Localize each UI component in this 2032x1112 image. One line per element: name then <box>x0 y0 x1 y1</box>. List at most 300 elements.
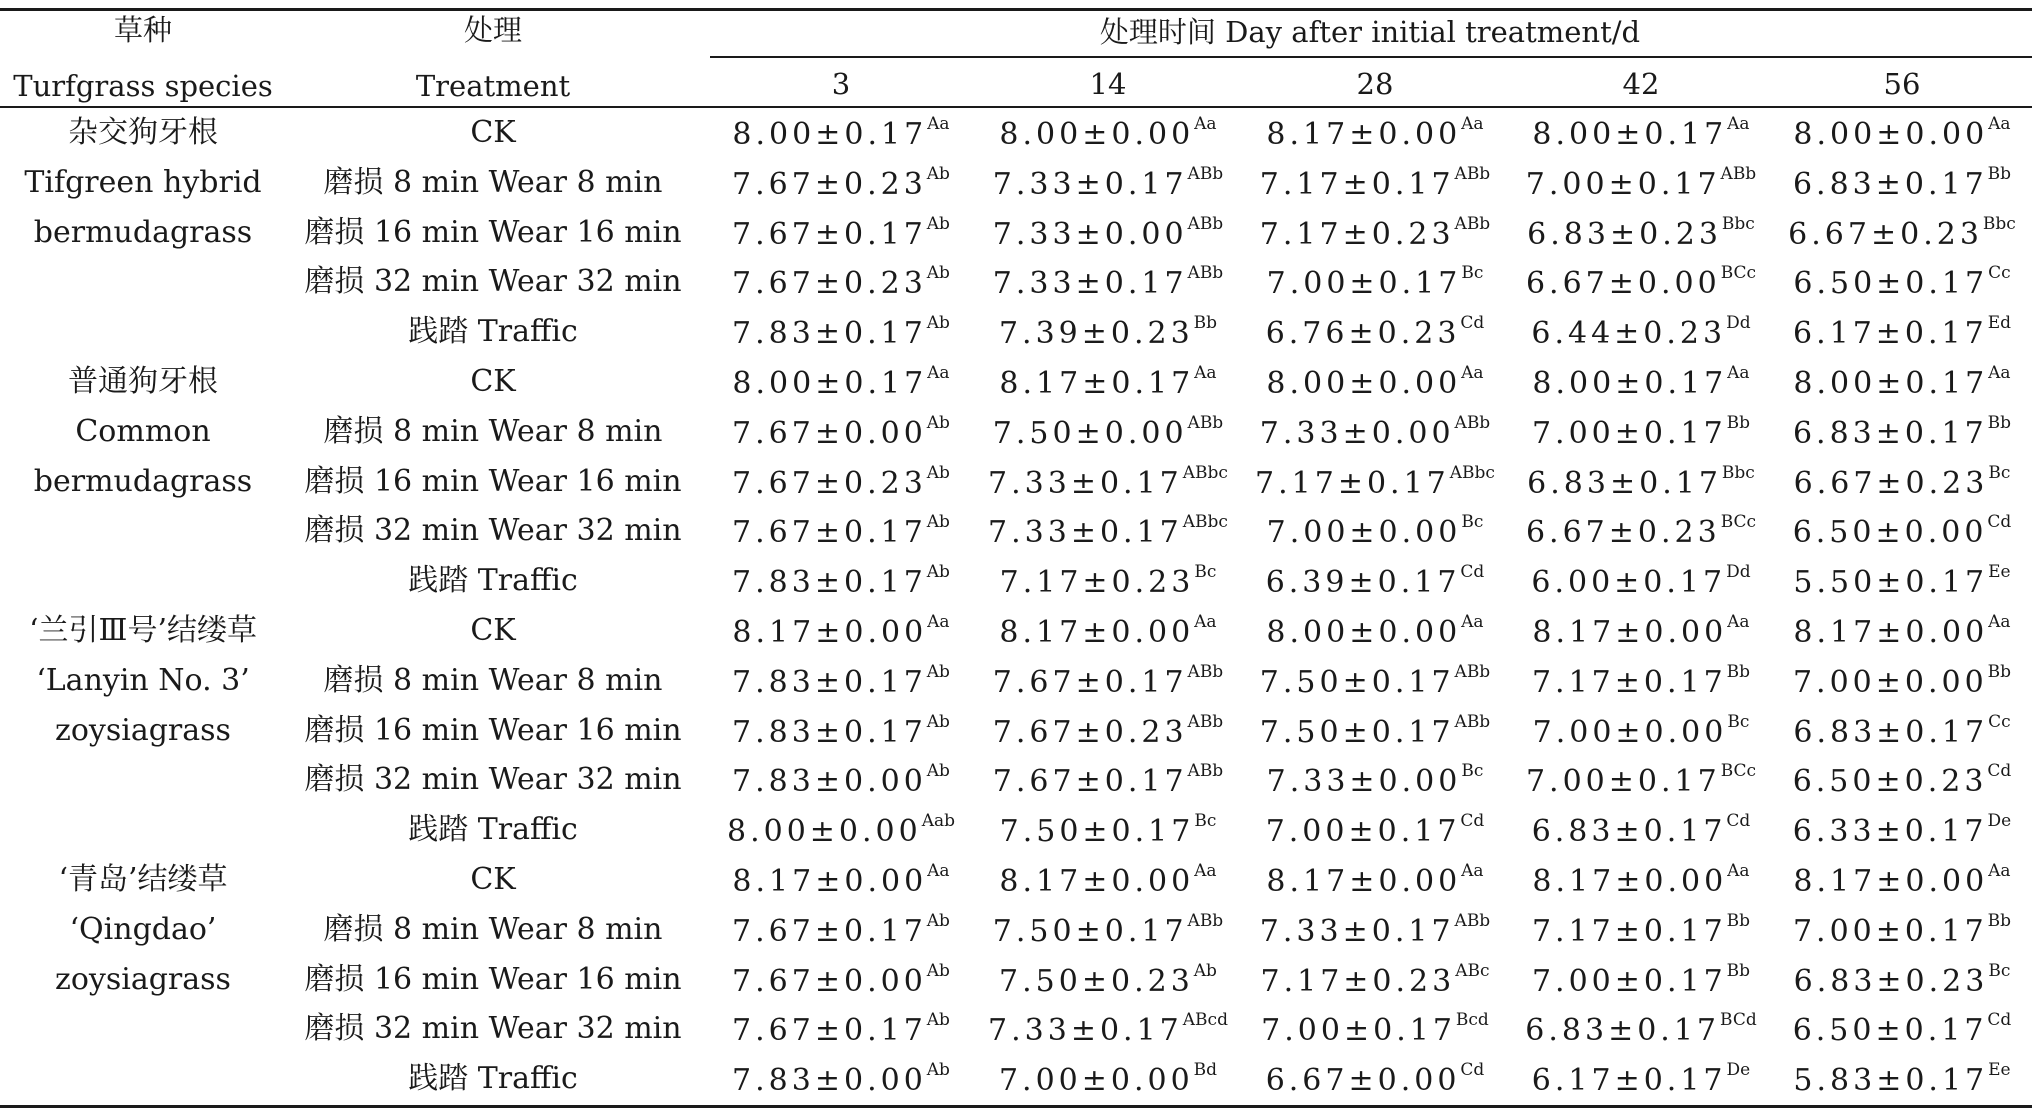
value-cell <box>1531 910 1751 949</box>
value-mean-sd: 7.83±0.17 <box>732 565 927 601</box>
value-cell <box>732 313 950 352</box>
value-cell <box>1531 313 1751 352</box>
value-mean-sd: 6.50±0.00 <box>1792 515 1988 551</box>
significance-letters: Aa <box>927 612 950 632</box>
value-cell <box>998 1060 1218 1099</box>
value-cell <box>992 761 1224 800</box>
species-label-line: zoysiagrass <box>55 712 231 748</box>
value-cell <box>732 1060 950 1099</box>
significance-letters: Bbc <box>1721 213 1755 234</box>
value-mean-sd: 6.50±0.17 <box>1792 1013 1988 1049</box>
header-day-28: 28 <box>1356 67 1394 101</box>
value-mean-sd: 8.00±0.00 <box>1793 117 1989 152</box>
significance-letters: Bc <box>1461 761 1484 782</box>
bottom-rule <box>0 1105 2032 1108</box>
significance-letters: Cd <box>1460 1060 1485 1081</box>
value-cell <box>1259 711 1491 750</box>
value-cell <box>1792 761 2012 800</box>
value-mean-sd: 7.00±0.17 <box>1531 415 1727 451</box>
significance-letters: ABb <box>1187 711 1224 732</box>
significance-letters: BCd <box>1720 1010 1757 1031</box>
species-label-line: ‘青岛’结缕草 <box>58 862 228 897</box>
value-cell <box>1793 1060 2011 1099</box>
value-mean-sd: 7.67±0.17 <box>992 664 1188 700</box>
value-mean-sd: 7.67±0.17 <box>732 216 927 252</box>
species-label-line: ‘Qingdao’ <box>69 911 217 947</box>
significance-letters: Ee <box>1988 562 2011 583</box>
value-cell <box>1527 213 1755 252</box>
significance-letters: Bc <box>1727 711 1750 732</box>
significance-letters: Aa <box>1727 363 1750 383</box>
treatment-label: CK <box>470 613 516 648</box>
value-mean-sd: 7.17±0.17 <box>1255 465 1450 501</box>
significance-letters: Ab <box>926 462 950 483</box>
significance-letters: ABb <box>1454 661 1491 682</box>
significance-letters: Cd <box>1460 313 1485 334</box>
value-mean-sd: 7.00±0.17 <box>1531 963 1727 999</box>
significance-letters: ABb <box>1454 711 1491 732</box>
treatment-label: 磨损 8 min Wear 8 min <box>323 662 663 698</box>
value-mean-sd: 6.39±0.17 <box>1265 565 1461 601</box>
value-cell <box>992 661 1224 700</box>
value-cell <box>1793 462 2011 501</box>
value-cell <box>1793 861 2011 899</box>
significance-letters: De <box>1987 811 2012 832</box>
value-cell <box>732 263 950 302</box>
value-cell <box>1531 412 1751 451</box>
value-cell <box>1793 562 2011 601</box>
significance-letters: ABbc <box>1182 512 1228 533</box>
treatment-label: 磨损 8 min Wear 8 min <box>323 911 663 947</box>
value-mean-sd: 5.83±0.17 <box>1793 1063 1989 1099</box>
value-mean-sd: 6.83±0.17 <box>1531 814 1727 850</box>
value-cell <box>1527 462 1755 501</box>
value-mean-sd: 7.33±0.17 <box>988 465 1183 501</box>
value-mean-sd: 7.00±0.00 <box>1792 664 1988 700</box>
value-cell <box>999 612 1217 650</box>
value-cell <box>732 462 950 501</box>
value-mean-sd: 8.17±0.00 <box>1793 615 1989 650</box>
value-cell <box>1266 612 1484 650</box>
significance-letters: Bbc <box>1721 462 1755 483</box>
treatment-label: CK <box>470 862 516 897</box>
value-cell <box>1261 1010 1489 1049</box>
value-mean-sd: 7.67±0.00 <box>732 415 927 451</box>
value-cell <box>1793 960 2011 999</box>
header-species-en: Turfgrass species <box>13 69 273 103</box>
value-cell <box>988 1010 1228 1049</box>
species-label-line: zoysiagrass <box>55 961 231 997</box>
value-mean-sd: 6.67±0.23 <box>1525 515 1721 551</box>
significance-letters: Ab <box>926 313 950 334</box>
value-cell <box>1266 114 1484 152</box>
value-cell <box>1525 263 1757 302</box>
value-cell <box>1525 512 1757 551</box>
value-cell <box>999 861 1217 899</box>
significance-letters: Ab <box>926 761 950 782</box>
significance-letters: BCc <box>1720 761 1757 782</box>
value-mean-sd: 6.50±0.23 <box>1792 764 1988 800</box>
value-cell <box>726 811 956 850</box>
value-mean-sd: 6.83±0.23 <box>1527 216 1722 252</box>
significance-letters: Bc <box>1194 562 1217 583</box>
value-mean-sd: 7.50±0.23 <box>999 963 1194 999</box>
value-mean-sd: 7.00±0.00 <box>1532 714 1728 750</box>
significance-letters: Bc <box>1461 512 1484 533</box>
significance-letters: Aa <box>927 861 950 881</box>
value-mean-sd: 6.67±0.23 <box>1788 216 1983 252</box>
value-cell <box>1266 263 1484 302</box>
significance-letters: ABb <box>1187 910 1224 931</box>
species-label-line: bermudagrass <box>33 463 253 499</box>
value-cell <box>732 114 950 152</box>
treatment-label: 磨损 8 min Wear 8 min <box>323 164 663 200</box>
value-cell <box>732 213 950 252</box>
treatment-label: 磨损 16 min Wear 16 min <box>304 961 682 997</box>
value-cell <box>992 263 1224 302</box>
value-cell <box>1525 163 1757 202</box>
significance-letters: ABc <box>1455 960 1490 981</box>
value-mean-sd: 7.17±0.23 <box>999 565 1195 601</box>
value-cell <box>1525 1010 1757 1049</box>
value-cell <box>1792 412 2012 451</box>
significance-letters: Ab <box>926 1060 950 1081</box>
value-mean-sd: 6.67±0.00 <box>1525 266 1721 302</box>
value-mean-sd: 7.67±0.17 <box>732 913 927 949</box>
treatment-label: 磨损 16 min Wear 16 min <box>304 463 682 499</box>
significance-letters: Ab <box>926 661 950 682</box>
value-cell <box>1792 313 2012 352</box>
significance-letters: Bb <box>1987 412 2012 433</box>
value-mean-sd: 7.00±0.00 <box>998 1063 1194 1099</box>
significance-letters: Bb <box>1987 163 2012 184</box>
value-mean-sd: 7.67±0.17 <box>992 764 1188 800</box>
significance-letters: Ab <box>926 163 950 184</box>
value-mean-sd: 7.33±0.00 <box>1259 415 1455 451</box>
value-cell <box>1532 114 1750 152</box>
value-mean-sd: 7.67±0.23 <box>732 266 927 302</box>
treatment-label: CK <box>470 364 516 399</box>
significance-letters: ABb <box>1187 412 1224 433</box>
treatment-label: 磨损 32 min Wear 32 min <box>304 762 682 798</box>
significance-letters: Bc <box>1461 263 1484 284</box>
value-cell <box>1531 661 1751 700</box>
value-cell <box>1259 412 1491 451</box>
header-species-zh: 草种 <box>113 13 173 47</box>
value-cell <box>732 761 950 800</box>
value-cell <box>1265 313 1485 352</box>
header-treatment-en: Treatment <box>415 69 571 103</box>
significance-letters: Aa <box>927 114 950 134</box>
value-mean-sd: 5.50±0.17 <box>1793 565 1989 601</box>
value-mean-sd: 6.83±0.17 <box>1792 415 1988 451</box>
value-cell <box>1259 661 1491 700</box>
significance-letters: Bb <box>1726 412 1751 433</box>
value-mean-sd: 7.83±0.17 <box>732 664 927 700</box>
value-cell <box>1531 811 1751 850</box>
value-cell <box>999 811 1217 850</box>
value-cell <box>1266 512 1484 551</box>
treatment-label: 践踏 Traffic <box>408 563 578 599</box>
value-cell <box>1266 761 1484 800</box>
value-mean-sd: 6.67±0.23 <box>1793 465 1989 501</box>
significance-letters: ABb <box>1187 213 1224 234</box>
value-mean-sd: 7.00±0.17 <box>1525 166 1721 202</box>
value-mean-sd: 6.76±0.23 <box>1265 316 1461 352</box>
significance-letters: Bd <box>1193 1060 1218 1081</box>
treatment-label: 践踏 Traffic <box>408 314 578 350</box>
significance-letters: Ed <box>1987 313 2012 334</box>
treatment-label: 磨损 32 min Wear 32 min <box>304 1011 682 1047</box>
value-cell <box>1266 363 1484 401</box>
value-mean-sd: 7.67±0.17 <box>732 515 927 551</box>
value-mean-sd: 7.67±0.23 <box>732 166 927 202</box>
significance-letters: Bc <box>1988 960 2011 981</box>
significance-letters: Aa <box>1461 363 1484 383</box>
significance-letters: ABb <box>1187 761 1224 782</box>
value-mean-sd: 8.17±0.00 <box>1266 864 1462 899</box>
value-cell <box>1793 363 2011 401</box>
value-cell <box>1793 263 2011 302</box>
value-mean-sd: 7.50±0.17 <box>1259 714 1455 750</box>
value-cell <box>999 960 1217 999</box>
value-mean-sd: 7.00±0.17 <box>1792 913 1988 949</box>
value-mean-sd: 6.17±0.17 <box>1792 316 1988 352</box>
value-mean-sd: 7.83±0.17 <box>732 316 927 352</box>
significance-letters: Cc <box>1988 711 2011 732</box>
value-mean-sd: 7.67±0.23 <box>992 714 1188 750</box>
significance-letters: ABb <box>1454 412 1491 433</box>
value-cell <box>992 910 1224 949</box>
value-mean-sd: 7.50±0.17 <box>1259 664 1455 700</box>
value-cell <box>992 163 1224 202</box>
value-cell <box>999 363 1217 401</box>
value-mean-sd: 8.00±0.17 <box>732 117 928 152</box>
value-cell <box>992 412 1224 451</box>
significance-letters: Aa <box>1194 114 1217 134</box>
value-mean-sd: 7.00±0.17 <box>1265 814 1461 850</box>
value-mean-sd: 7.17±0.17 <box>1531 913 1727 949</box>
value-cell <box>1259 213 1491 252</box>
value-mean-sd: 6.00±0.17 <box>1531 565 1727 601</box>
value-cell <box>1531 562 1751 601</box>
value-mean-sd: 6.83±0.17 <box>1793 714 1989 750</box>
significance-letters: Aa <box>1727 114 1750 134</box>
value-mean-sd: 8.00±0.00 <box>1266 615 1462 650</box>
value-mean-sd: 7.00±0.17 <box>1261 1013 1456 1049</box>
significance-letters: Cd <box>1987 1010 2012 1031</box>
significance-letters: ABb <box>1187 263 1224 284</box>
treatment-label: 践踏 Traffic <box>408 812 578 848</box>
value-mean-sd: 8.00±0.17 <box>732 366 928 401</box>
significance-letters: Aa <box>1461 114 1484 134</box>
value-mean-sd: 8.17±0.17 <box>999 366 1195 401</box>
value-mean-sd: 8.00±0.00 <box>726 814 922 850</box>
header-time-label: 处理时间 Day after initial treatment/d <box>1099 15 1641 49</box>
significance-letters: Ab <box>926 1010 950 1031</box>
significance-letters: ABb <box>1454 213 1491 234</box>
value-mean-sd: 8.00±0.17 <box>1532 117 1728 152</box>
significance-letters: Cd <box>1460 811 1485 832</box>
significance-letters: Bbc <box>1982 213 2016 234</box>
value-cell <box>732 412 950 451</box>
significance-letters: Cd <box>1460 562 1485 583</box>
value-mean-sd: 8.00±0.17 <box>1532 366 1728 401</box>
significance-letters: Cc <box>1988 263 2011 284</box>
value-cell <box>732 661 950 700</box>
value-mean-sd: 7.67±0.17 <box>732 1013 927 1049</box>
significance-letters: Aa <box>1194 612 1217 632</box>
value-mean-sd: 7.67±0.00 <box>732 963 927 999</box>
treatment-label: 磨损 32 min Wear 32 min <box>304 264 682 300</box>
value-cell <box>1532 711 1750 750</box>
significance-letters: ABb <box>1454 910 1491 931</box>
value-mean-sd: 7.39±0.23 <box>998 316 1194 352</box>
species-label-line: bermudagrass <box>33 214 253 250</box>
value-mean-sd: 7.17±0.17 <box>1531 664 1727 700</box>
significance-letters: ABbc <box>1449 462 1495 483</box>
value-mean-sd: 8.17±0.00 <box>732 864 928 899</box>
value-mean-sd: 8.17±0.00 <box>1266 117 1462 152</box>
species-label-line: 普通狗牙根 <box>68 364 218 399</box>
value-cell <box>1265 562 1485 601</box>
value-cell <box>732 960 950 999</box>
value-mean-sd: 7.50±0.00 <box>992 415 1188 451</box>
significance-letters: BCc <box>1720 512 1757 533</box>
value-mean-sd: 6.83±0.17 <box>1527 465 1722 501</box>
value-mean-sd: 7.33±0.00 <box>992 216 1188 252</box>
significance-letters: Aa <box>1461 612 1484 632</box>
value-cell <box>732 612 950 650</box>
value-cell <box>1532 612 1750 650</box>
value-mean-sd: 8.00±0.17 <box>1793 366 1989 401</box>
significance-letters: Dd <box>1726 562 1751 583</box>
significance-letters: Bb <box>1987 910 2012 931</box>
value-cell <box>1259 163 1491 202</box>
value-mean-sd: 7.33±0.17 <box>992 266 1188 302</box>
header-day-42: 42 <box>1622 67 1660 101</box>
value-mean-sd: 8.00±0.00 <box>1266 366 1462 401</box>
value-mean-sd: 7.33±0.17 <box>988 515 1183 551</box>
value-cell <box>732 562 950 601</box>
value-cell <box>1792 1010 2012 1049</box>
value-mean-sd: 6.44±0.23 <box>1531 316 1727 352</box>
significance-letters: BCc <box>1720 263 1757 284</box>
treatment-label: CK <box>470 115 516 150</box>
value-cell <box>1792 512 2012 551</box>
significance-letters: Ab <box>926 512 950 533</box>
significance-letters: Bcd <box>1455 1010 1489 1031</box>
significance-letters: De <box>1726 1060 1751 1081</box>
species-label-line: ‘Lanyin No. 3’ <box>36 662 250 698</box>
species-label-line: Common <box>75 413 211 449</box>
value-cell <box>1265 1060 1485 1099</box>
value-mean-sd: 7.50±0.17 <box>992 913 1188 949</box>
significance-letters: Aab <box>921 811 956 832</box>
species-label-line: Tifgreen hybrid <box>24 164 262 200</box>
value-cell <box>732 163 950 202</box>
value-mean-sd: 8.00±0.00 <box>999 117 1195 152</box>
significance-letters: ABb <box>1187 661 1224 682</box>
value-cell <box>1793 114 2011 152</box>
value-cell <box>732 1010 950 1049</box>
value-cell <box>732 512 950 551</box>
treatment-label: 践踏 Traffic <box>408 1061 578 1097</box>
significance-letters: ABbc <box>1182 462 1228 483</box>
value-cell <box>1793 612 2011 650</box>
significance-letters: Bb <box>1726 661 1751 682</box>
value-mean-sd: 7.33±0.00 <box>1266 764 1462 800</box>
significance-letters: Ab <box>926 213 950 234</box>
top-rule <box>0 8 2032 11</box>
value-cell <box>1266 861 1484 899</box>
time-header-underline <box>710 56 2032 58</box>
value-mean-sd: 8.17±0.00 <box>1532 615 1728 650</box>
value-cell <box>998 313 1218 352</box>
species-label-line: 杂交狗牙根 <box>68 115 218 150</box>
value-cell <box>999 562 1217 601</box>
value-cell <box>992 711 1224 750</box>
value-cell <box>992 213 1224 252</box>
header-day-56: 56 <box>1883 67 1921 101</box>
value-cell <box>1532 363 1750 401</box>
significance-letters: Bb <box>1987 661 2012 682</box>
header-bottom-rule <box>0 106 2032 108</box>
treatment-label: 磨损 16 min Wear 16 min <box>304 712 682 748</box>
value-cell <box>1792 661 2012 700</box>
significance-letters: Ab <box>926 412 950 433</box>
value-cell <box>1255 462 1495 501</box>
value-mean-sd: 6.83±0.17 <box>1525 1013 1721 1049</box>
value-mean-sd: 7.00±0.17 <box>1525 764 1721 800</box>
value-cell <box>1525 761 1757 800</box>
value-cell <box>1260 960 1490 999</box>
significance-letters: ABb <box>1187 163 1224 184</box>
value-cell <box>988 512 1228 551</box>
species-label-line: ‘兰引Ⅲ号’结缕草 <box>28 613 258 648</box>
header-day-14: 14 <box>1089 67 1127 101</box>
significance-letters: Aa <box>1727 861 1750 881</box>
significance-letters: Bb <box>1193 313 1218 334</box>
significance-letters: Cd <box>1987 761 2012 782</box>
value-cell <box>732 910 950 949</box>
value-cell <box>1265 811 1485 850</box>
significance-letters: ABb <box>1720 163 1757 184</box>
value-mean-sd: 7.17±0.17 <box>1259 166 1455 202</box>
value-mean-sd: 7.33±0.17 <box>1259 913 1455 949</box>
significance-letters: ABb <box>1454 163 1491 184</box>
value-mean-sd: 7.83±0.17 <box>732 714 927 750</box>
value-cell <box>1792 163 2012 202</box>
significance-letters: Aa <box>1988 114 2011 134</box>
value-mean-sd: 7.83±0.00 <box>732 764 927 800</box>
value-mean-sd: 7.67±0.23 <box>732 465 927 501</box>
value-cell <box>1788 213 2016 252</box>
value-cell <box>732 711 950 750</box>
value-cell <box>999 114 1217 152</box>
value-cell <box>988 462 1228 501</box>
value-cell <box>1531 960 1751 999</box>
significance-letters: Ee <box>1988 1060 2011 1081</box>
significance-letters: Aa <box>927 363 950 383</box>
value-mean-sd: 8.17±0.00 <box>999 615 1195 650</box>
significance-letters: Ab <box>926 263 950 284</box>
value-mean-sd: 7.50±0.17 <box>999 814 1195 850</box>
value-mean-sd: 6.67±0.00 <box>1265 1063 1461 1099</box>
value-cell <box>1792 910 2012 949</box>
value-cell <box>1532 861 1750 899</box>
value-mean-sd: 7.00±0.17 <box>1266 266 1462 302</box>
